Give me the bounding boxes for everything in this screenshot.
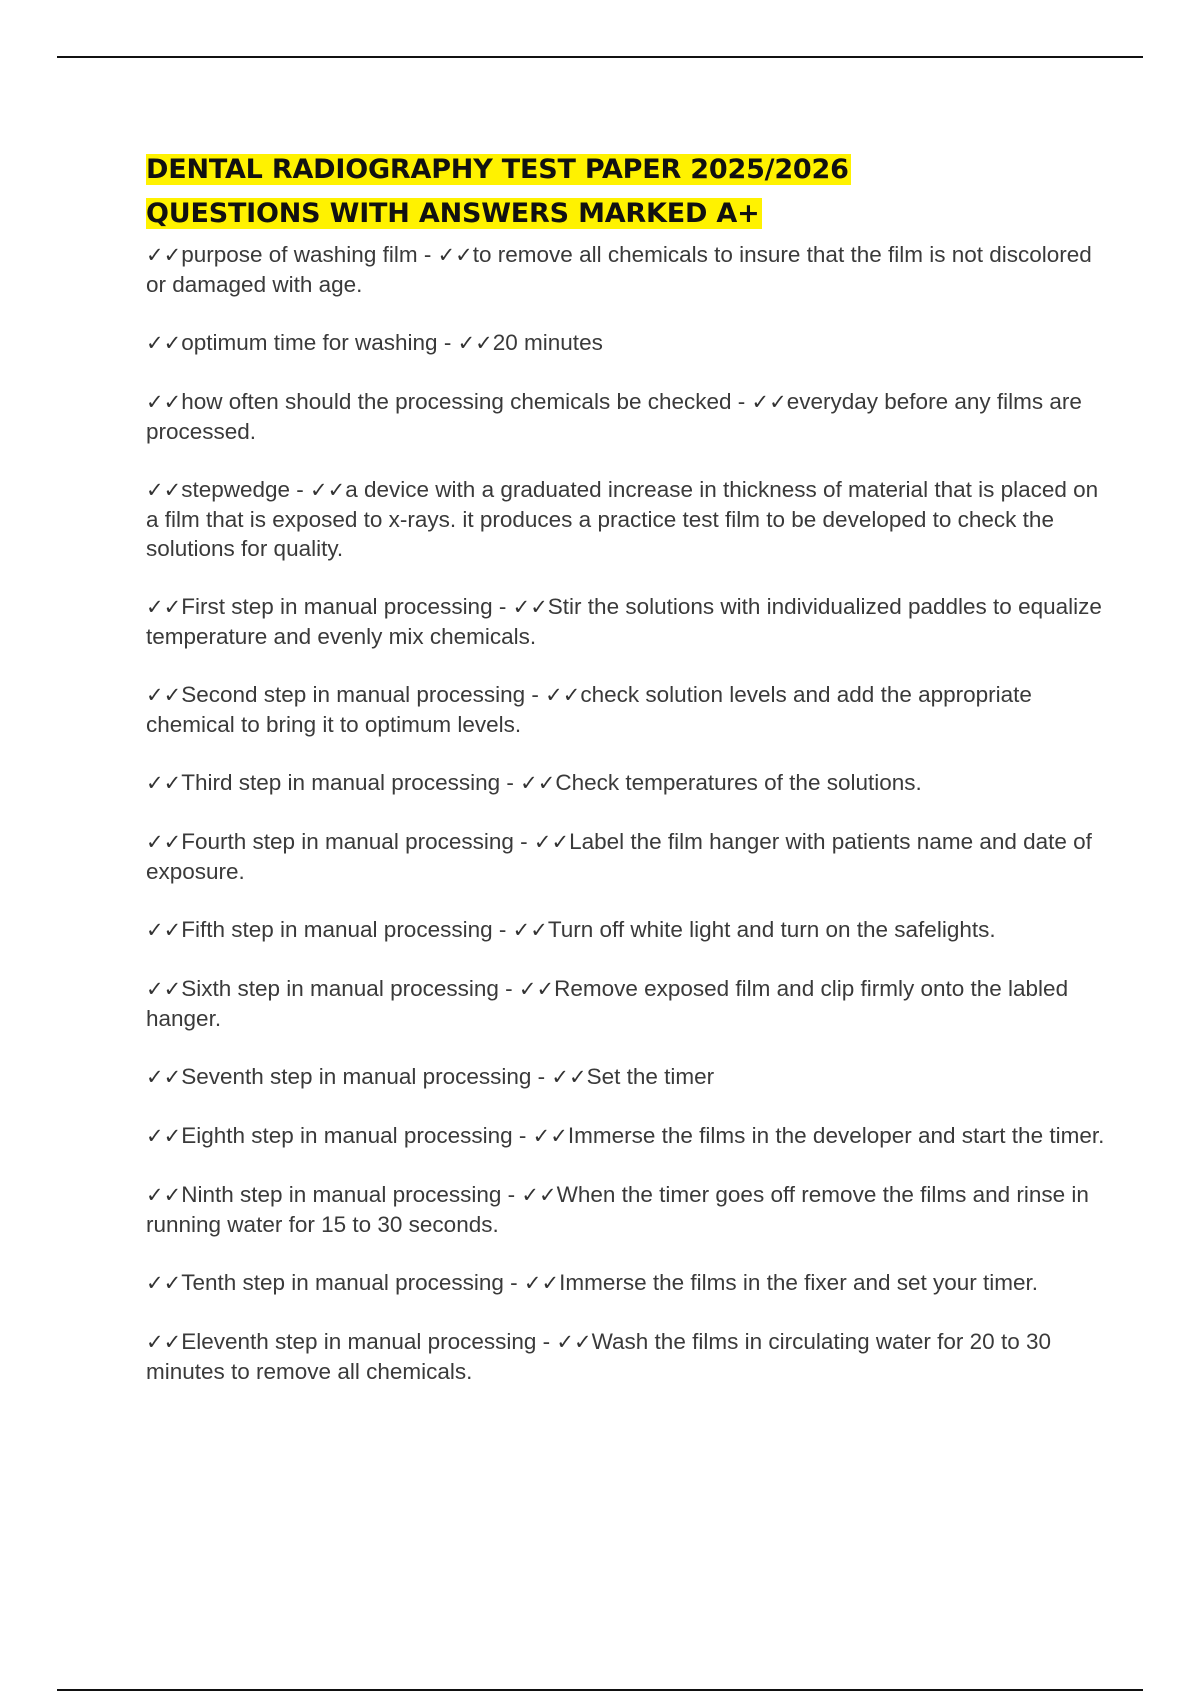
double-check-icon: ✓✓ [146, 1330, 182, 1354]
answer-text: check solution levels and add the appropriate chemical to bring it to optimum levels. [146, 682, 1032, 737]
qa-separator: - [492, 917, 513, 942]
qa-item [146, 592, 1106, 651]
qa-separator: - [531, 1064, 552, 1089]
qa-item [146, 1121, 1106, 1151]
qa-item [146, 475, 1106, 563]
qa-separator: - [525, 682, 546, 707]
question-text: Fifth step in manual processing [181, 917, 493, 942]
double-check-icon: ✓✓ [146, 977, 182, 1001]
answer-text: Label the film hanger with patients name and date of exposure. [146, 829, 1092, 884]
document-body [146, 148, 1106, 1415]
question-text: stepwedge [181, 477, 291, 502]
document-title [146, 148, 1106, 236]
answer-text: 20 minutes [492, 330, 603, 355]
qa-item [146, 387, 1106, 446]
answer-text: When the timer goes off remove the films and rinse in running water for 15 to 30 seconds. [146, 1182, 1089, 1237]
title-line-1: DENTAL RADIOGRAPHY TEST PAPER 2025/2026 [146, 154, 849, 185]
qa-separator: - [437, 330, 458, 355]
qa-separator: - [503, 1270, 524, 1295]
double-check-icon: ✓✓ [532, 1124, 568, 1148]
double-check-icon: ✓✓ [146, 390, 182, 414]
double-check-icon: ✓✓ [512, 595, 548, 619]
question-text: optimum time for washing [181, 330, 438, 355]
double-check-icon: ✓✓ [146, 478, 182, 502]
double-check-icon: ✓✓ [146, 595, 182, 619]
qa-item [146, 768, 1106, 798]
double-check-icon: ✓✓ [146, 771, 182, 795]
qa-item [146, 915, 1106, 945]
qa-item [146, 974, 1106, 1033]
qa-item [146, 240, 1106, 299]
qa-separator: - [501, 1182, 522, 1207]
answer-text: Remove exposed film and clip firmly onto the labled hanger. [146, 976, 1069, 1031]
double-check-icon: ✓✓ [556, 1330, 592, 1354]
answer-text: Immerse the films in the developer and start the timer. [567, 1123, 1105, 1148]
answer-text: everyday before any films are processed. [146, 389, 1082, 444]
question-text: Second step in manual processing [181, 682, 526, 707]
qa-separator: - [498, 976, 519, 1001]
qa-separator: - [417, 242, 438, 267]
qa-list [146, 240, 1106, 1386]
double-check-icon: ✓✓ [518, 977, 555, 1001]
question-text: First step in manual processing [181, 594, 493, 619]
double-check-icon: ✓✓ [533, 830, 570, 854]
double-check-icon: ✓✓ [457, 331, 493, 355]
answer-text: Immerse the films in the fixer and set your timer. [559, 1270, 1039, 1295]
title-line-2: QUESTIONS WITH ANSWERS MARKED A+ [146, 198, 760, 229]
double-check-icon: ✓✓ [146, 1124, 182, 1148]
answer-text: Check temperatures of the solutions. [555, 770, 922, 795]
double-check-icon: ✓✓ [521, 1183, 557, 1207]
qa-item [146, 1062, 1106, 1092]
double-check-icon: ✓✓ [146, 243, 182, 267]
double-check-icon: ✓✓ [146, 331, 182, 355]
qa-separator: - [513, 829, 534, 854]
double-check-icon: ✓✓ [146, 1271, 182, 1295]
answer-text: Set the timer [586, 1064, 715, 1089]
qa-separator: - [731, 389, 752, 414]
question-text: Eighth step in manual processing [181, 1123, 513, 1148]
double-check-icon: ✓✓ [146, 830, 182, 854]
double-check-icon: ✓✓ [512, 918, 548, 942]
qa-separator: - [500, 770, 521, 795]
qa-separator: - [290, 477, 311, 502]
question-text: Ninth step in manual processing [181, 1182, 502, 1207]
qa-item [146, 328, 1106, 358]
double-check-icon: ✓✓ [437, 243, 473, 267]
question-text: Sixth step in manual processing [181, 976, 499, 1001]
qa-item [146, 680, 1106, 739]
double-check-icon: ✓✓ [523, 1271, 560, 1295]
question-text: Tenth step in manual processing [181, 1270, 504, 1295]
double-check-icon: ✓✓ [520, 771, 556, 795]
double-check-icon: ✓✓ [146, 918, 182, 942]
answer-text: to remove all chemicals to insure that the film is not discolored or damaged with age. [146, 242, 1092, 297]
double-check-icon: ✓✓ [545, 683, 581, 707]
footer-rule [57, 1689, 1143, 1691]
answer-text: a device with a graduated increase in thickness of material that is placed on a film that is exposed to x-rays. it produces a practice test film to be developed to check the solutions for quality. [146, 477, 1099, 561]
question-text: Seventh step in manual processing [181, 1064, 532, 1089]
qa-separator: - [512, 1123, 533, 1148]
question-text: purpose of washing film [181, 242, 418, 267]
qa-separator: - [536, 1329, 557, 1354]
question-text: Third step in manual processing [181, 770, 501, 795]
question-text: Fourth step in manual processing [181, 829, 514, 854]
qa-item [146, 1268, 1106, 1298]
qa-item [146, 1180, 1106, 1239]
double-check-icon: ✓✓ [146, 683, 182, 707]
header-rule [57, 56, 1143, 58]
qa-item [146, 1327, 1106, 1386]
double-check-icon: ✓✓ [146, 1183, 182, 1207]
double-check-icon: ✓✓ [146, 1065, 182, 1089]
double-check-icon: ✓✓ [751, 390, 787, 414]
question-text: Eleventh step in manual processing [181, 1329, 537, 1354]
answer-text: Wash the films in circulating water for 20 to 30 minutes to remove all chemicals. [146, 1329, 1051, 1384]
double-check-icon: ✓✓ [551, 1065, 587, 1089]
qa-separator: - [492, 594, 513, 619]
question-text: how often should the processing chemicals be checked [181, 389, 732, 414]
answer-text: Turn off white light and turn on the safelights. [547, 917, 996, 942]
qa-item [146, 827, 1106, 886]
double-check-icon: ✓✓ [310, 478, 346, 502]
answer-text: Stir the solutions with individualized paddles to equalize temperature and evenly mix chemicals. [146, 594, 1102, 649]
